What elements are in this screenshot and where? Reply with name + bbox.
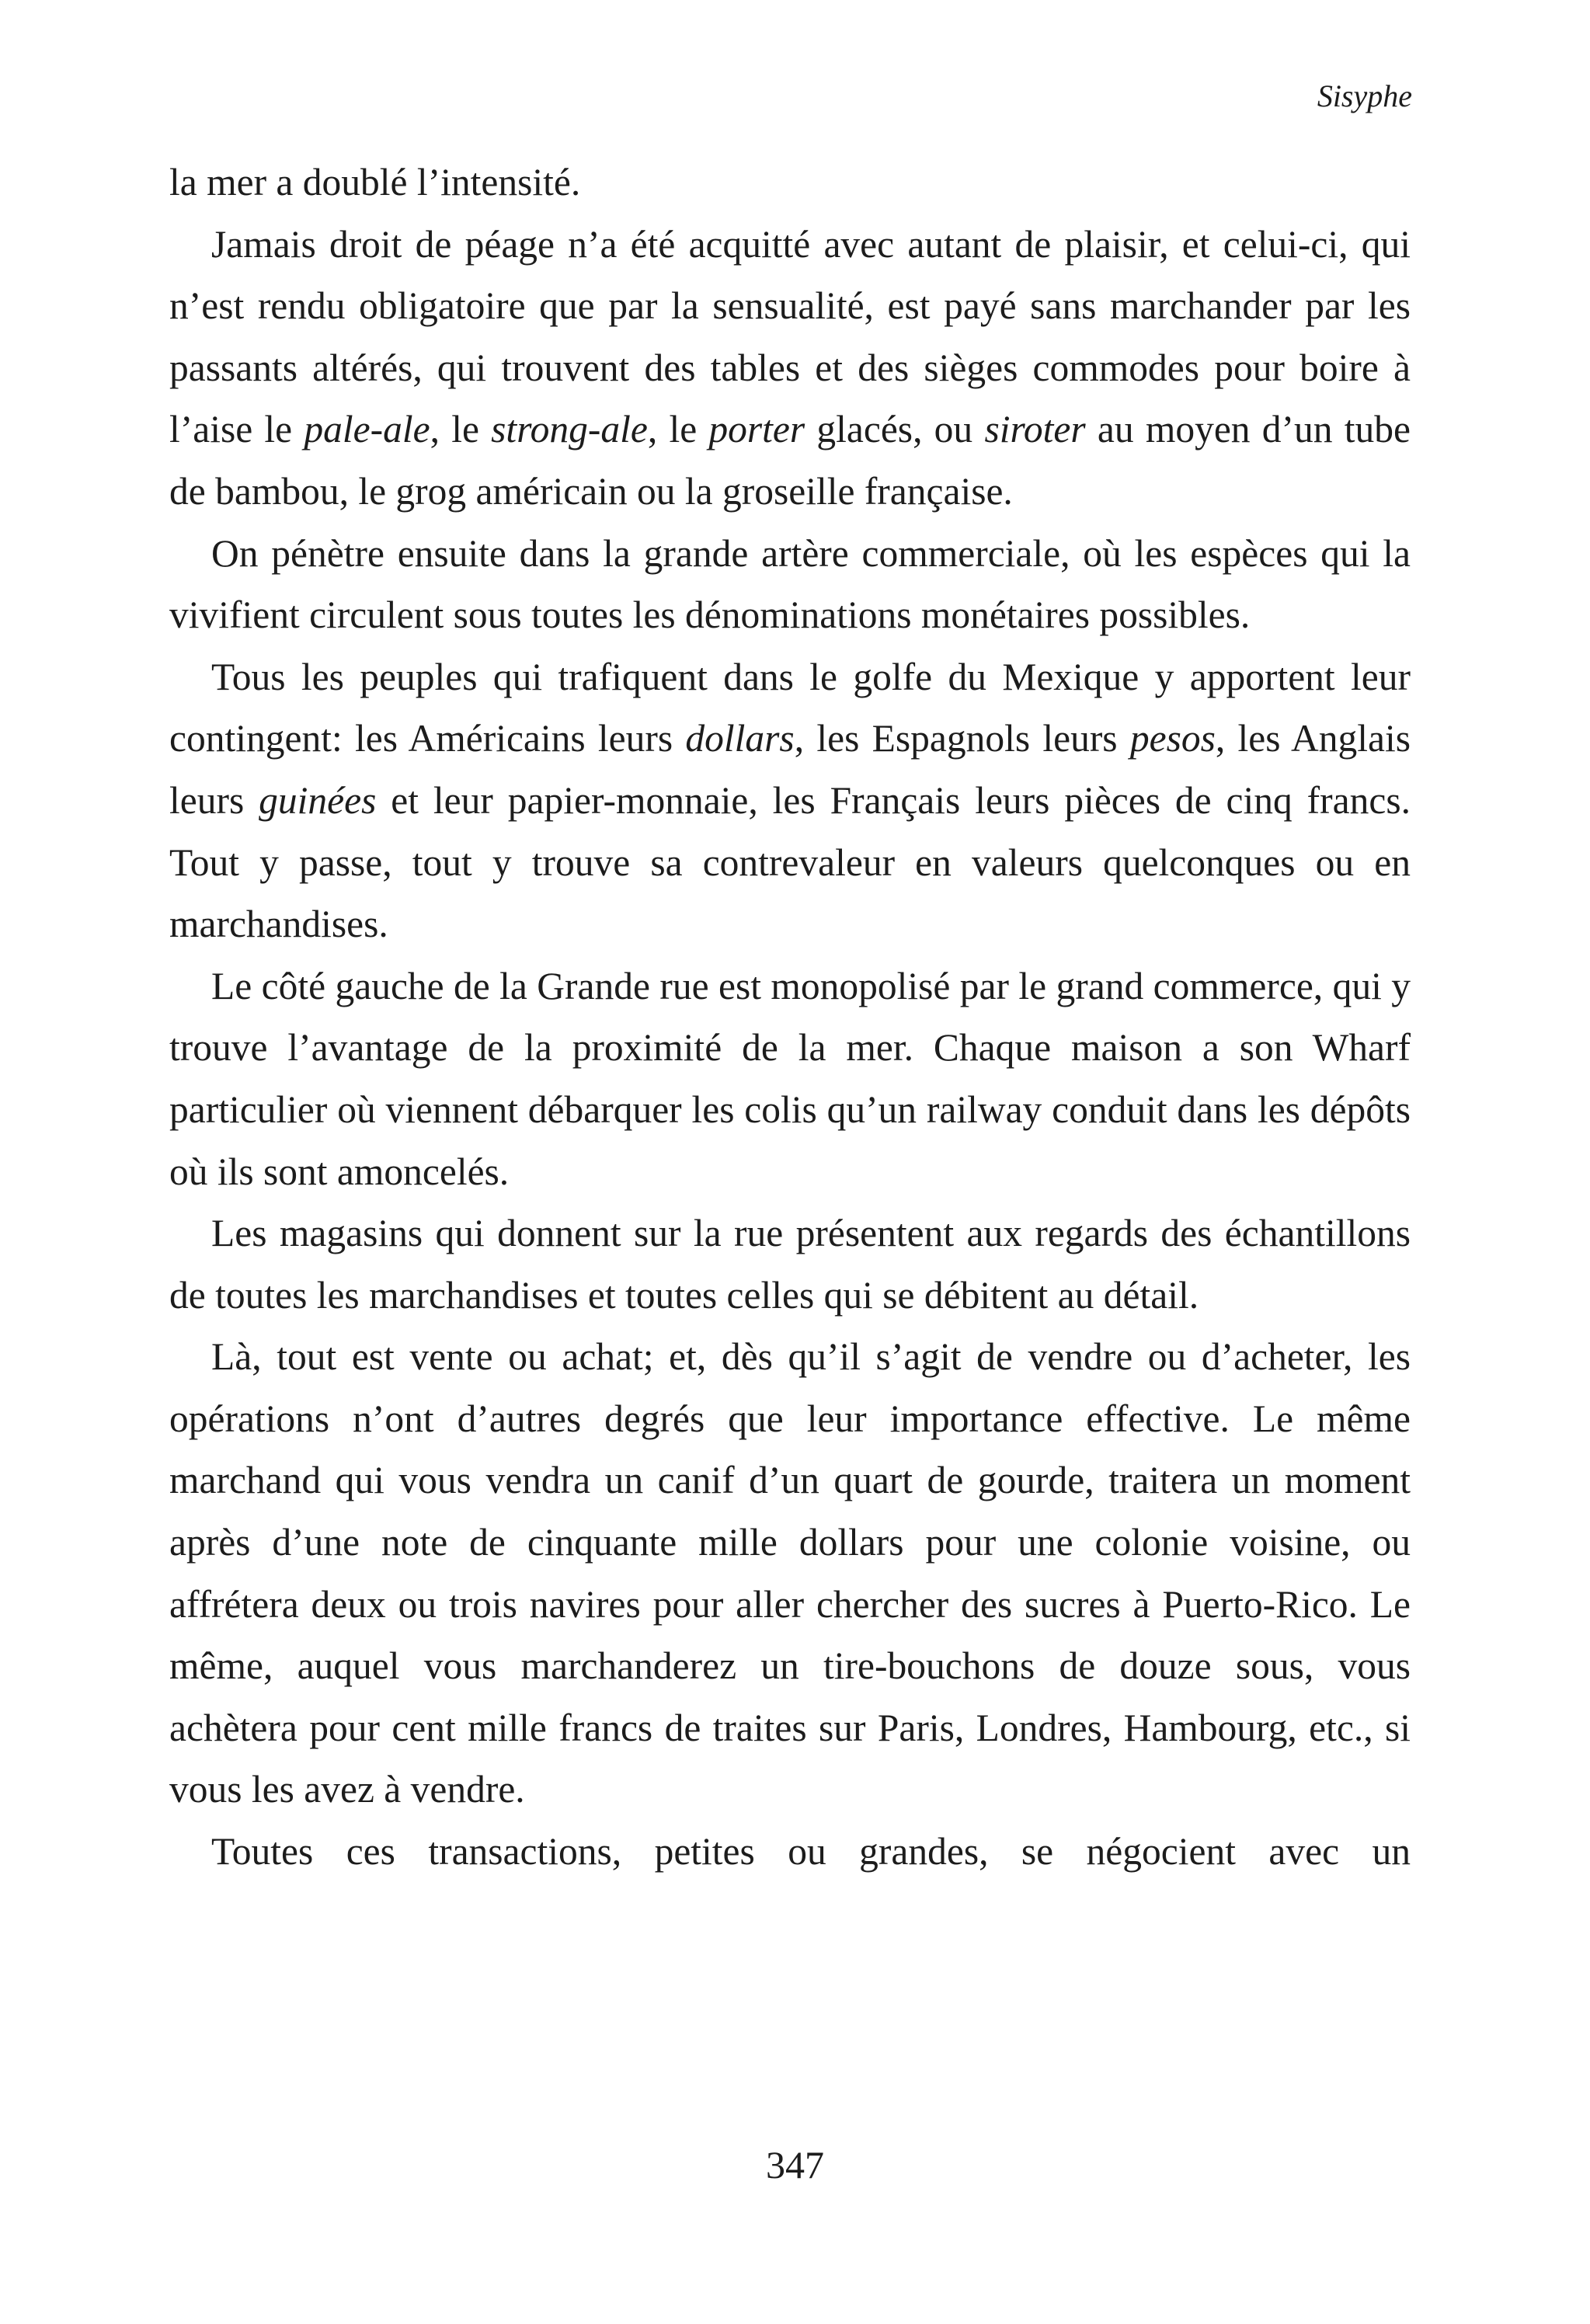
running-head: Sisyphe (1317, 78, 1412, 113)
text-run: Là, tout est vente ou achat; et, dès qu’il s’agit de vendre ou d’acheter, les opérations n’ont d’autres degrés que leur importance effective. Le même marchand qui vous vendra un canif d’un quart de gourde, traitera un moment après d’une note de cinquante mille dollars pour une colonie voisine, ou affrétera deux ou trois navires pour aller chercher des sucres à Puerto-Rico. Le même, auquel vous marchanderez un tire-bouchons de douze sous, vous achètera pour cent mille francs de traites sur Paris, Londres, Hambourg, etc., si vous les avez à vendre. (169, 1335, 1411, 1811)
italic-term-siroter: siroter (984, 408, 1086, 451)
paragraph-6 (169, 1202, 1411, 1326)
paragraph-8 (169, 1821, 1411, 1883)
text-run: , le (430, 408, 492, 451)
text-run: On pénètre ensuite dans la grande artère commerciale, où les espèces qui la vivifient circulent sous toutes les dénominations monétaires possibles. (169, 531, 1411, 637)
text-run: Toutes ces transactions, petites ou grandes, se négocient avec un (211, 1830, 1411, 1873)
italic-term-strong-ale: strong-ale (491, 408, 648, 451)
italic-term-pesos: pesos (1129, 717, 1216, 760)
italic-term-pale-ale: pale-ale (304, 408, 430, 451)
text-run: , les Anglais leurs (169, 717, 1411, 822)
paragraph-3 (169, 523, 1411, 646)
text-run: , le (647, 408, 709, 451)
text-run: au moyen d’un tube de bambou, le grog américain ou la groseille française. (169, 408, 1411, 513)
italic-term-porter: porter (708, 408, 805, 451)
paragraph-4 (169, 646, 1411, 955)
text-run: la mer a doublé l’intensité. (169, 161, 581, 204)
text-run: Tous les peuples qui trafiquent dans le golfe du Mexique y apportent leur contingent: les Américains leurs (169, 655, 1411, 760)
text-run: , les Espagnols leurs (794, 717, 1130, 760)
italic-term-guinees: guinées (259, 778, 377, 822)
page-number: 347 (766, 2143, 824, 2187)
text-run: Les magasins qui donnent sur la rue présentent aux regards des échantillons de toutes les marchandises et toutes celles qui se débitent au détail. (169, 1212, 1411, 1317)
paragraph-5 (169, 955, 1411, 1202)
text-run: Le côté gauche de la Grande rue est monopolisé par le grand commerce, qui y trouve l’avantage de la proximité de la mer. Chaque maison a son Wharf particulier où viennent débarquer les colis qu’un railway conduit dans les dépôts où ils sont amoncelés. (169, 964, 1411, 1193)
paragraph-7 (169, 1326, 1411, 1821)
paragraph-1 (169, 151, 1411, 214)
body-text (169, 151, 1411, 1883)
text-run: glacés, ou (805, 408, 985, 451)
paragraph-2 (169, 214, 1411, 523)
italic-term-dollars: dollars (685, 717, 795, 760)
text-run: Jamais droit de péage n’a été acquitté avec autant de plaisir, et celui-ci, qui n’est rendu obligatoire que par la sensualité, est payé sans marchander par les passants altérés, qui trouvent des tables et des sièges commodes pour boire à l’aise le (169, 222, 1411, 451)
text-run: et leur papier-monnaie, les Français leurs pièces de cinq francs. Tout y passe, tout y trouve sa contrevaleur en valeurs quelconques ou en marchandises. (169, 778, 1411, 946)
